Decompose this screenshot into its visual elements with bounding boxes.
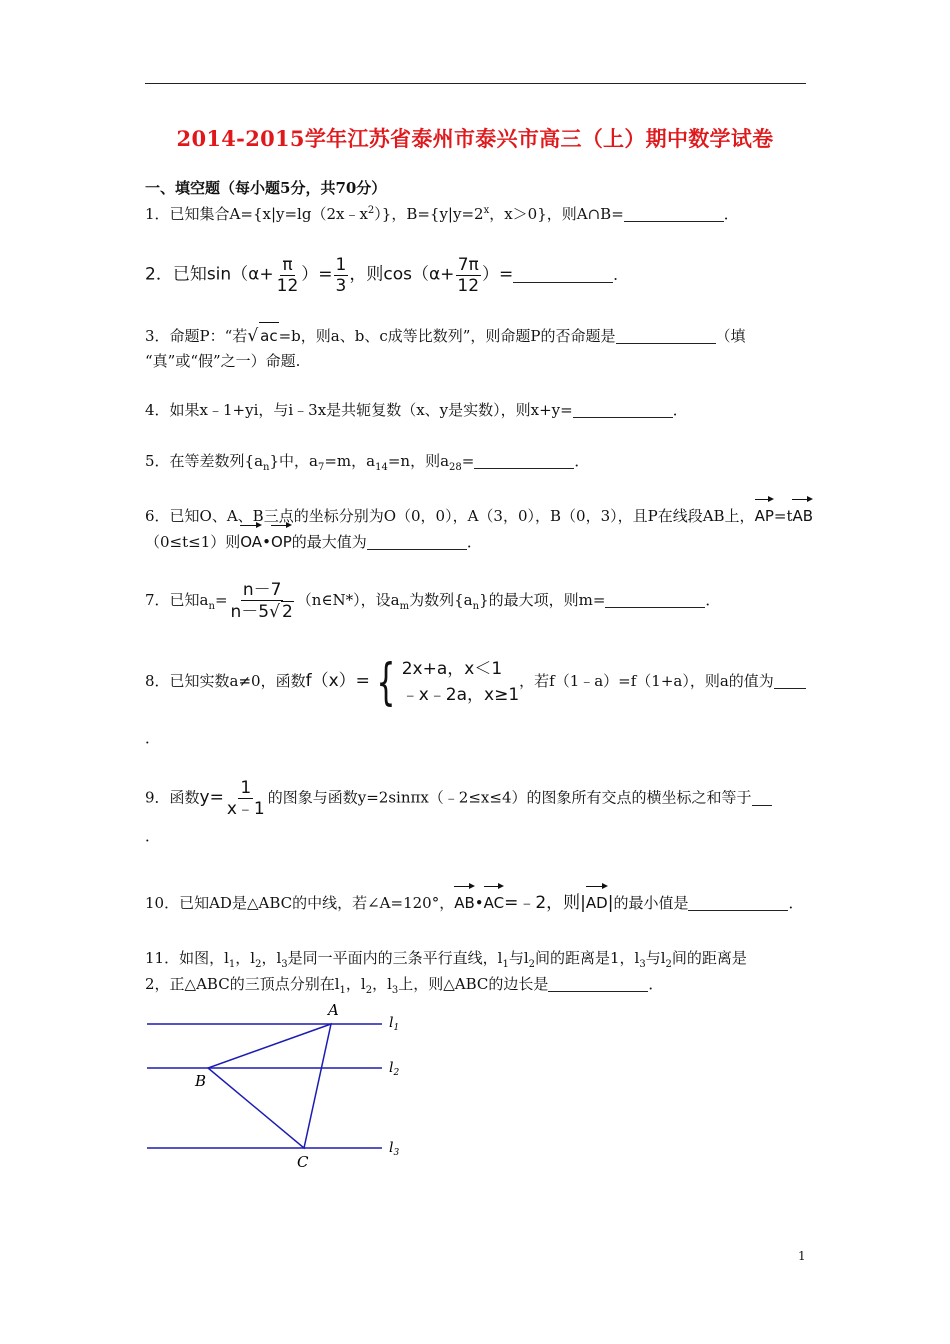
question-5: 5．在等差数列$\{a_n\}$中，$a_7=m$，$a_{14}=n$，则$a_{28}=$ ． <box>145 452 590 473</box>
question-1: 1．已知集合$A=\{x|y=\lg(2x﹣x^2)\}$，$B=\{y|y=2^x$，x＞0}，则A∩B= ． <box>145 205 739 223</box>
label-l1: $l_1$ <box>389 1015 400 1033</box>
triangle-figure <box>140 995 420 1175</box>
vector-ab: AB <box>792 497 813 529</box>
vector-ap: AP <box>755 497 774 529</box>
answer-blank <box>474 452 574 469</box>
label-l3: $l_3$ <box>389 1140 400 1158</box>
section-heading: 一、填空题（每小题5分，共70分） <box>145 179 387 197</box>
vertex-b-label: B <box>195 1072 207 1090</box>
page-number: 1 <box>798 1249 806 1263</box>
vertex-c-label: C <box>297 1153 309 1171</box>
question-6: 6．已知O、A、B三点的坐标分别为O（0，0），A（3，0），B（0，3），且P在线段AB上，AP=tAB <box>145 497 810 529</box>
answer-blank <box>688 894 788 911</box>
vertex-a-label: A <box>328 1001 339 1019</box>
question-11: 11．如图，$l_1$，$l_2$，$l_3$是同一平面内的三条平行直线，$l_1$与$l_2$间的距离是1，$l_3$与$l_2$间的距离是 <box>145 949 747 970</box>
question-8-end: ． <box>145 729 161 747</box>
vector-ab: AB <box>454 884 475 916</box>
header-rule <box>145 83 806 84</box>
question-3: 3．命题P：“若√ ac=b，则a、b、c成等比数列”，则命题P的否命题是 （填 <box>145 322 810 349</box>
question-8: 8．已知实数a≠0，函数f（x）= { 2x+a，x＜1 ﹣x﹣2a，x≥1 ，若f（1﹣a）=f（1+a），则a的值为 <box>145 656 810 708</box>
vector-oa: OA <box>240 523 262 555</box>
label-l2: $l_2$ <box>389 1060 400 1078</box>
vector-ac: AC <box>484 884 504 916</box>
answer-blank <box>624 205 724 222</box>
question-11-line-2: 2，正△ABC的三顶点分别在$l_1$，$l_2$，$l_3$上，则△ABC的边长是 ． <box>145 975 664 996</box>
vector-ad: AD <box>586 884 608 916</box>
page-title: 2014-2015学年江苏省泰州市泰兴市高三（上）期中数学试卷 <box>176 126 774 151</box>
question-3-line-2: “真”或“假”之一）命题. <box>145 352 301 370</box>
question-7: 7．已知$a_n=$ $\frac{n-7}{n-5√ 2}$ （n∈N*），设$a_m$为数列$\{a_n\}$的最大项，则m= ． <box>145 580 721 622</box>
answer-blank <box>774 672 806 689</box>
vector-op: OP <box>271 523 292 555</box>
answer-blank <box>513 266 613 283</box>
triangle-abc <box>208 1024 331 1148</box>
answer-blank <box>573 401 673 418</box>
question-10: 10．已知AD是△ABC的中线，若∠A=120°，AB•AC=﹣2，则|AD|的最小值是 ． <box>145 884 810 916</box>
question-9: 9．函数y= $\frac{1}{x﹣1}$ 的图象与函数y=2sinπx（﹣2≤x≤4）的图象所有交点的横坐标之和等于 <box>145 778 810 819</box>
answer-blank <box>548 975 648 992</box>
answer-blank <box>752 789 772 806</box>
question-4: 4．如果x﹣1+yi，与i﹣3x是共轭复数（x、y是实数），则x+y= ． <box>145 401 688 419</box>
answer-blank <box>616 327 716 344</box>
question-2: 2．已知sin（α+ $\frac{\pi}{12}$ ）= $\frac{1}{3}$ ，则cos（α+ $\frac{7\pi}{12}$ ）= ． <box>145 255 629 296</box>
question-6-line-2: （0≤t≤1）则OA•OP的最大值为 ． <box>145 523 810 555</box>
answer-blank <box>367 533 467 550</box>
question-9-end: ． <box>145 827 161 845</box>
answer-blank <box>605 591 705 608</box>
